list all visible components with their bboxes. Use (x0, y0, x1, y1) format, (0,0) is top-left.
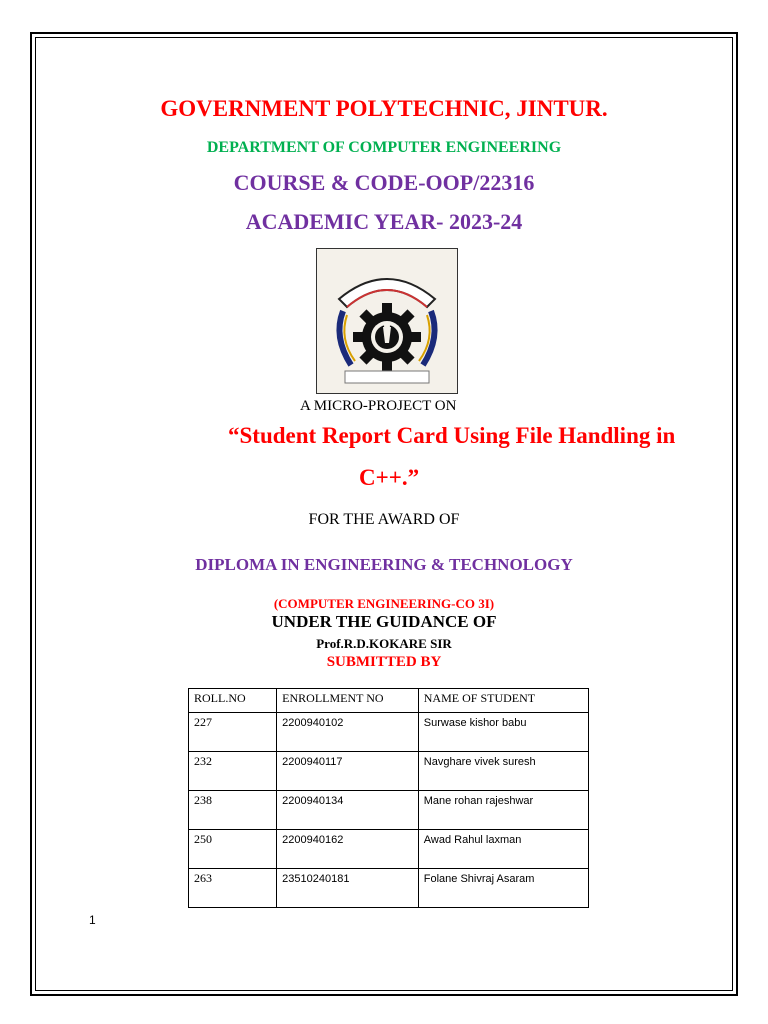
table-header-row (189, 689, 589, 713)
enrollment-cell: 2200940117 (277, 752, 419, 791)
enrollment-cell: 2200940134 (277, 791, 419, 830)
table-row (189, 830, 589, 869)
student-name-cell: Navghare vivek suresh (418, 752, 588, 791)
roll-no-cell: 250 (189, 830, 277, 869)
roll-no-cell: 238 (189, 791, 277, 830)
project-title-line2: C++.” (359, 465, 420, 490)
enrollment-cell: 2200940162 (277, 830, 419, 869)
student-name-cell: Awad Rahul laxman (418, 830, 588, 869)
enrollment-cell: 23510240181 (277, 869, 419, 908)
header-enrollment-no: ENROLLMENT NO (277, 689, 419, 713)
roll-no-cell: 263 (189, 869, 277, 908)
college-name: GOVERNMENT POLYTECHNIC, JINTUR. (160, 96, 608, 121)
table-row (189, 752, 589, 791)
guide-name: Prof.R.D.KOKARE SIR (316, 636, 452, 651)
academic-year: ACADEMIC YEAR- 2023-24 (245, 209, 523, 234)
page-number: 1 (89, 913, 96, 927)
submitted-by-label: SUBMITTED BY (326, 654, 442, 670)
header-roll-no: ROLL.NO (189, 689, 277, 713)
course-code: COURSE & CODE-OOP/22316 (233, 170, 535, 195)
institute-logo (316, 248, 458, 394)
project-title-line1: “Student Report Card Using File Handling in (228, 423, 676, 448)
table-row (189, 713, 589, 752)
branch-name: (COMPUTER ENGINEERING-CO 3I) (273, 596, 495, 611)
header-student-name: NAME OF STUDENT (418, 689, 588, 713)
student-name-cell: Folane Shivraj Asaram (418, 869, 588, 908)
guidance-label: UNDER THE GUIDANCE OF (271, 612, 497, 631)
award-label: FOR THE AWARD OF (308, 511, 460, 528)
micro-project-label: A MICRO-PROJECT ON (300, 398, 457, 414)
student-name-cell: Mane rohan rajeshwar (418, 791, 588, 830)
table-row (189, 869, 589, 908)
gear-emblem-icon (317, 249, 457, 393)
enrollment-cell: 2200940102 (277, 713, 419, 752)
table-row (189, 791, 589, 830)
student-table (188, 688, 589, 908)
department-name: DEPARTMENT OF COMPUTER ENGINEERING (206, 139, 562, 156)
roll-no-cell: 227 (189, 713, 277, 752)
student-name-cell: Surwase kishor babu (418, 713, 588, 752)
diploma-name: DIPLOMA IN ENGINEERING & TECHNOLOGY (195, 555, 573, 574)
roll-no-cell: 232 (189, 752, 277, 791)
